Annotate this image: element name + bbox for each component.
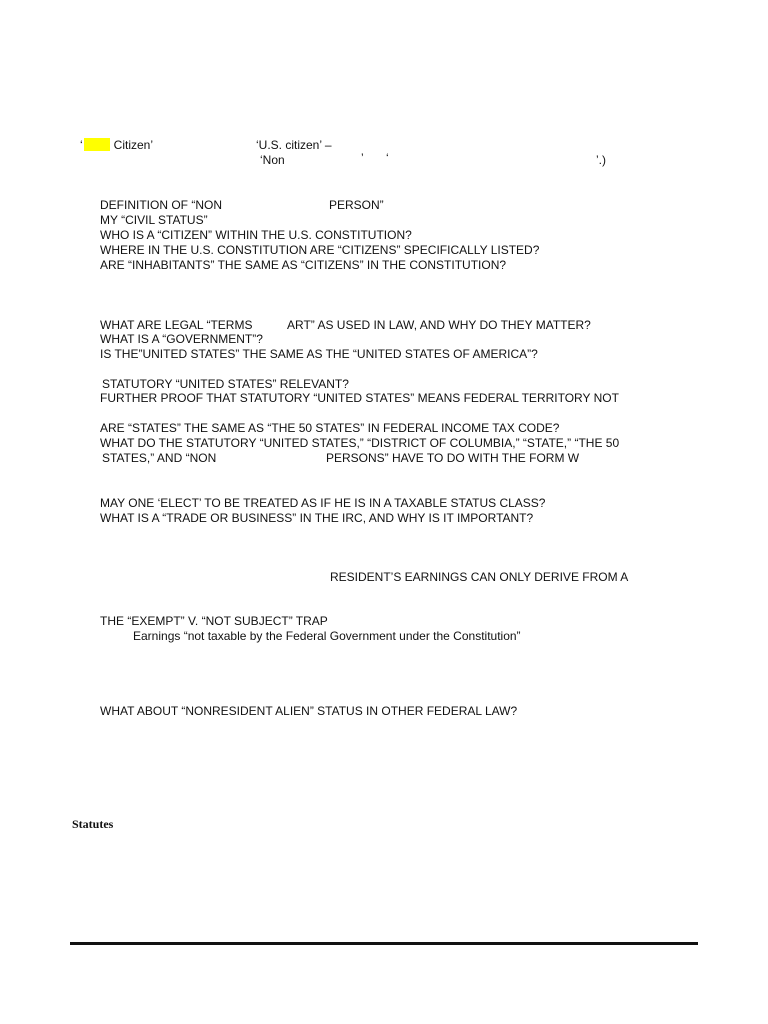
citizen-label: Citizen’ (113, 138, 154, 152)
toc-line-united-states[interactable]: IS THE”UNITED STATES” THE SAME AS THE “UNITED STATES OF AMERICA”? (100, 347, 538, 361)
toc-line-who-citizen[interactable]: WHO IS A “CITIZEN” WITHIN THE U.S. CONSTITUTION? (100, 228, 412, 242)
toc-line-terms-art[interactable]: ART” AS USED IN LAW, AND WHY DO THEY MATTER? (287, 318, 591, 332)
toc-line-trade-business[interactable]: WHAT IS A “TRADE OR BUSINESS” IN THE IRC, AND WHY IS IT IMPORTANT? (100, 511, 534, 525)
toc-line-further-proof[interactable]: FURTHER PROOF THAT STATUTORY “UNITED STATES” MEANS FEDERAL TERRITORY NOT (100, 391, 619, 405)
toc-line-nonresident-alien[interactable]: WHAT ABOUT “NONRESIDENT ALIEN” STATUS IN OTHER FEDERAL LAW? (100, 704, 518, 718)
toc-line-earnings-not-taxable[interactable]: Earnings “not taxable by the Federal Government under the Constitution” (133, 629, 521, 643)
yellow-highlight (84, 138, 110, 151)
toc-line-statutory-relevant[interactable]: STATUTORY “UNITED STATES” RELEVANT? (102, 377, 349, 391)
header-mark-c: ’.) (596, 153, 606, 167)
toc-line-where-citizens[interactable]: WHERE IN THE U.S. CONSTITUTION ARE “CITIZENS” SPECIFICALLY LISTED? (100, 243, 540, 257)
toc-line-terms[interactable]: WHAT ARE LEGAL “TERMS (100, 318, 253, 332)
open-quote: ‘ (80, 138, 83, 152)
toc-line-civil-status[interactable]: MY “CIVIL STATUS” (100, 213, 208, 227)
toc-line-inhabitants[interactable]: ARE “INHABITANTS” THE SAME AS “CITIZENS” IN THE CONSTITUTION? (100, 258, 507, 272)
header-non: ‘Non (260, 153, 285, 167)
footer-rule (70, 942, 698, 945)
toc-line-definition-person[interactable]: PERSON” (329, 198, 384, 212)
toc-line-elect[interactable]: MAY ONE ‘ELECT’ TO BE TREATED AS IF HE IS IN A TAXABLE STATUS CLASS? (100, 496, 546, 510)
toc-line-states-50[interactable]: ARE “STATES” THE SAME AS “THE 50 STATES” IN FEDERAL INCOME TAX CODE? (100, 421, 560, 435)
toc-line-resident-earnings[interactable]: RESIDENT’S EARNINGS CAN ONLY DERIVE FROM A (330, 570, 629, 584)
toc-line-persons-form[interactable]: PERSONS” HAVE TO DO WITH THE FORM W (326, 451, 580, 465)
toc-line-exempt-trap[interactable]: THE “EXEMPT” V. “NOT SUBJECT” TRAP (100, 614, 328, 628)
header-citizen (80, 138, 153, 152)
header-mark-b: ‘ (386, 151, 389, 165)
statutes-heading: Statutes (72, 817, 114, 831)
toc-line-states-non[interactable]: STATES,” AND “NON (102, 451, 217, 465)
toc-line-definition[interactable]: DEFINITION OF “NON (100, 198, 222, 212)
toc-line-what-do[interactable]: WHAT DO THE STATUTORY “UNITED STATES,” “DISTRICT OF COLUMBIA,” “STATE,” “THE 50 (100, 436, 620, 450)
header-us-citizen: ‘U.S. citizen’ – (256, 138, 332, 152)
header-mark-a: ’ (361, 151, 364, 165)
toc-line-government[interactable]: WHAT IS A “GOVERNMENT”? (100, 332, 263, 346)
